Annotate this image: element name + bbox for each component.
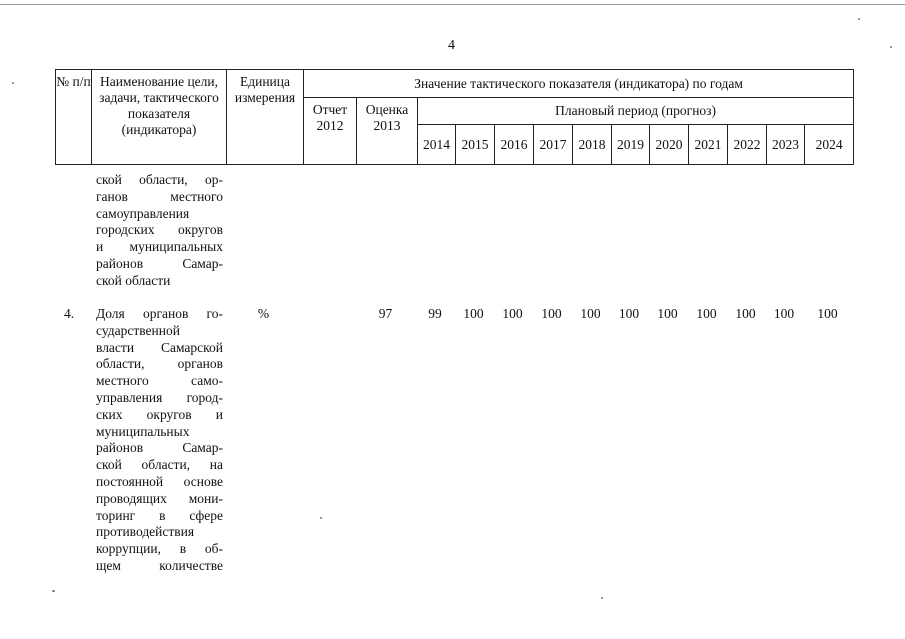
row4-value: 100 bbox=[735, 306, 756, 321]
header-year: 2021 bbox=[689, 125, 728, 165]
text-line: районов Самар- bbox=[96, 255, 223, 271]
header-num: № п/п bbox=[56, 70, 92, 165]
text-line: щем количестве bbox=[96, 557, 223, 573]
row4-value: 100 bbox=[773, 306, 795, 321]
page-number: 4 bbox=[448, 38, 455, 53]
text-line: городских округов bbox=[96, 222, 223, 238]
scan-speck bbox=[858, 18, 860, 20]
row4-estimate-2013: 97 bbox=[378, 306, 393, 321]
text-line: противодействия bbox=[96, 524, 195, 540]
header-year: 2015 bbox=[456, 125, 495, 165]
header-year: 2018 bbox=[573, 125, 612, 165]
text-line: ской области, ор- bbox=[96, 172, 223, 187]
header-year: 2019 bbox=[612, 125, 650, 165]
continued-row-text bbox=[96, 172, 223, 290]
text-line: управления город- bbox=[96, 389, 223, 405]
text-line: власти Самарской bbox=[96, 339, 223, 355]
header-year: 2022 bbox=[728, 125, 767, 165]
row4-value: 100 bbox=[541, 306, 562, 321]
text-line: муниципальных bbox=[96, 423, 190, 439]
text-line: проводящих мони- bbox=[96, 490, 223, 506]
header-planned: Плановый период (прогноз) bbox=[418, 98, 854, 125]
text-line: сударственной bbox=[96, 322, 180, 338]
row4-value: 100 bbox=[463, 306, 484, 321]
scan-speck bbox=[12, 82, 14, 84]
row4-value: 99 bbox=[428, 306, 442, 321]
row4-value: 100 bbox=[502, 306, 523, 321]
header-values: Значение тактического показателя (индикатора) по годам bbox=[304, 70, 854, 98]
header-unit: Единица измерения bbox=[227, 70, 304, 165]
indicator-table-header bbox=[55, 69, 854, 165]
text-line: и муниципальных bbox=[96, 239, 223, 255]
row4-value: 100 bbox=[618, 306, 640, 321]
scan-speck bbox=[890, 46, 892, 48]
scan-speck bbox=[52, 590, 55, 592]
header-name: Наименование цели, задачи, тактического показателя (индикатора) bbox=[92, 70, 227, 165]
header-year: 2020 bbox=[650, 125, 689, 165]
scan-edge-line bbox=[0, 4, 905, 5]
header-year: 2024 bbox=[805, 125, 854, 165]
header-report: Отчет 2012 bbox=[304, 98, 357, 165]
text-line: местного само- bbox=[96, 373, 223, 389]
row4-value: 100 bbox=[657, 306, 678, 321]
header-year: 2016 bbox=[495, 125, 534, 165]
text-line: торинг в сфере bbox=[96, 507, 223, 523]
text-line: ганов местного bbox=[96, 188, 223, 204]
row4-name bbox=[96, 306, 223, 575]
row4-unit: % bbox=[257, 306, 270, 321]
row4-value: 100 bbox=[817, 306, 838, 321]
text-line: районов Самар- bbox=[96, 440, 223, 456]
scan-speck bbox=[320, 517, 322, 519]
header-estimate: Оценка 2013 bbox=[357, 98, 418, 165]
text-line: самоуправления bbox=[96, 205, 190, 221]
header-year: 2014 bbox=[418, 125, 456, 165]
text-line: ской области, на bbox=[96, 457, 223, 473]
text-line: Доля органов го- bbox=[96, 306, 223, 321]
scan-speck bbox=[601, 597, 603, 599]
header-year: 2017 bbox=[534, 125, 573, 165]
row4-num: 4. bbox=[64, 306, 75, 321]
text-line: области, органов bbox=[96, 356, 223, 372]
text-line: постоянной основе bbox=[96, 473, 223, 489]
header-year: 2023 bbox=[767, 125, 805, 165]
row4-value: 100 bbox=[580, 306, 601, 321]
row4-value: 100 bbox=[696, 306, 717, 321]
text-line: коррупции, в об- bbox=[96, 541, 223, 557]
text-line: ской области bbox=[96, 272, 171, 288]
text-line: ских округов и bbox=[96, 406, 223, 422]
